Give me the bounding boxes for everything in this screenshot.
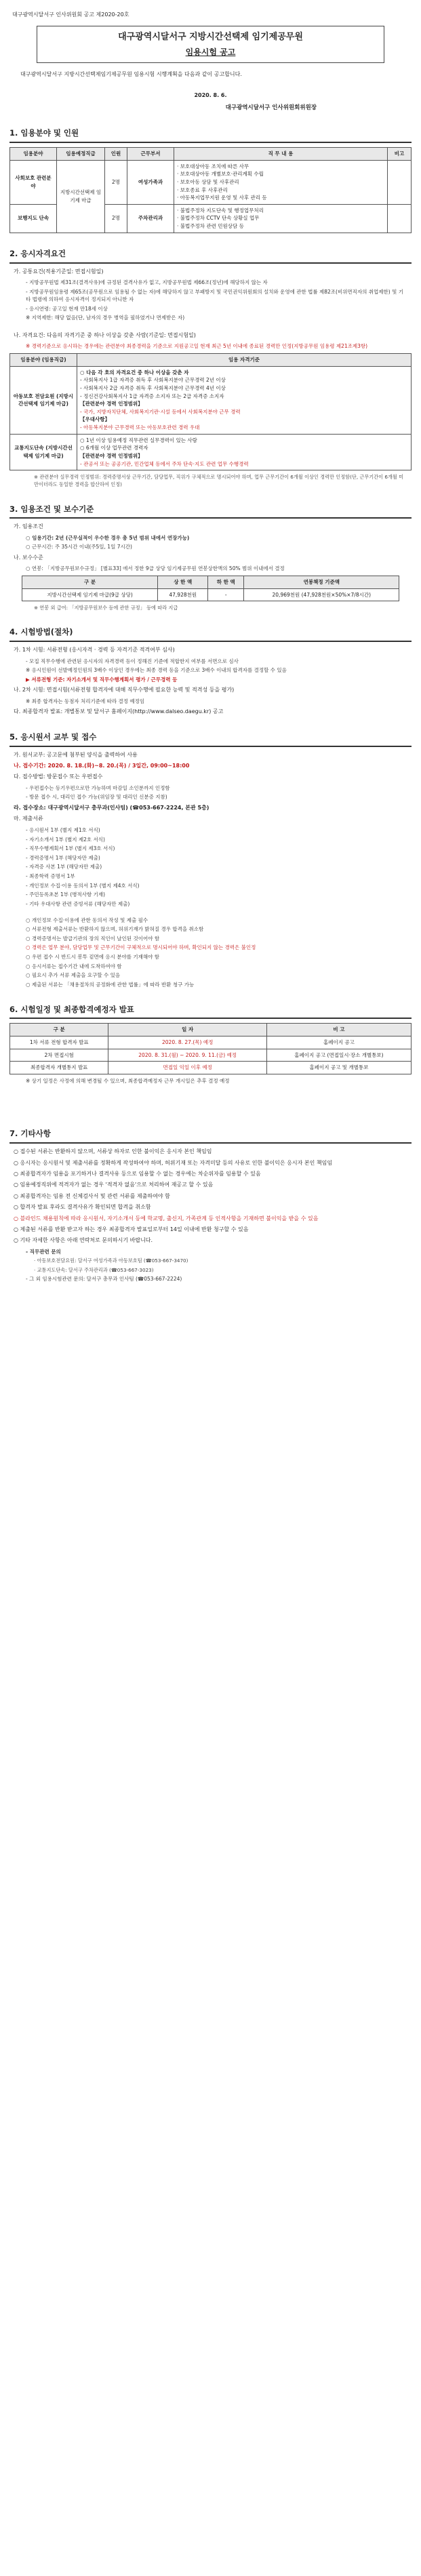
subheading-b: 나. 보수수준 (14, 554, 43, 561)
duty-line: · 아동복지업무지원 운영 및 사후 관리 등 (177, 195, 267, 201)
exam-step-c: 다. 최종합격자 발표: 개별통보 및 달서구 홈페이지(http://www.dalseo.daegu.kr) 공고 (14, 708, 224, 715)
criteria-line: - 아동복지분야 근무경력 또는 아동보호관련 경력 우대 (80, 424, 200, 431)
document-item: - 주민등록초본 1부 (병적사항 기재) (26, 891, 106, 898)
document-item: - 기타 우대사항 관련 증빙서류 (해당자만 제출) (26, 900, 130, 907)
criteria-line: - 정신건강사회복지사 1급 자격증 소지자 또는 2급 자격증 소지자 (80, 393, 224, 399)
document-item: - 최종학력 증명서 1부 (26, 873, 75, 879)
cell-min: - (208, 588, 244, 601)
cell-field: 교통지도단속 (지방시간선택제 임기제 마급) (10, 434, 77, 470)
th-remarks: 비 고 (266, 1024, 411, 1037)
positions-table (9, 147, 412, 233)
application-place: 라. 접수장소: 대구광역시달서구 총무과(인사팀) (☎053-667-2224, 본관 5층) (14, 805, 209, 811)
cell-remarks: 홈페이지 공고 (266, 1036, 411, 1049)
cell-count: 2명 (105, 204, 127, 233)
duty-line: · 불법주정차 CCTV 단속 상황실 업무 (177, 215, 260, 222)
th-category: 구 분 (22, 576, 158, 588)
title-line-1: 대구광역시달서구 지방시간선택제 임기제공무원 (118, 32, 303, 43)
th-note: 비고 (388, 148, 412, 161)
table-header-row (10, 1024, 412, 1037)
cell-remarks: 홈페이지 공고 (면접일시·장소 개별통보) (266, 1049, 411, 1062)
th-field: 임용분야 (10, 148, 57, 161)
schedule-table (9, 1023, 412, 1074)
application-a: 가. 원서교부: 공고문에 첨부된 양식을 출력하여 사용 (14, 751, 138, 758)
title-box (37, 26, 384, 63)
duty-line: · 보호대상아동 조치에 따른 사무 (177, 163, 249, 169)
method-line: - 방문 접수 시, 대리인 접수 가능(위임장 및 대리인 신분증 지참) (26, 794, 167, 801)
section-heading-6: 6. 시험일정 및 최종합격예정자 발표 (9, 1004, 412, 1020)
cell-category: 1차 서류 전형 합격자 발표 (10, 1036, 108, 1049)
table-header-row (10, 148, 412, 161)
misc-line: ○ 합격자 발표 후라도 결격사유가 확인되면 합격을 취소함 (14, 1204, 151, 1211)
th-date: 일 자 (108, 1024, 267, 1037)
exam-line: ※ 응시인원이 선발예정인원의 3배수 이상인 경우에는 최종 경력 등을 기준으로 3배수 이내의 합격자를 결정할 수 있음 (26, 667, 287, 674)
cell-base: 20,969천원 (47,928천원×50%×7/8시간) (244, 588, 399, 601)
section-heading-4: 4. 시험방법(절차) (9, 626, 412, 642)
misc-line: ○ 응시자는 응시원서 및 제출서류를 정확하게 작성하여야 하며, 허위기재 또는 자격미달 등의 사유로 인한 불이익은 응시자 본인 책임임 (14, 1159, 333, 1166)
document-item: - 자격증 사본 1부 (해당자만 제출) (26, 864, 102, 870)
documents-heading: 마. 제출서류 (14, 816, 43, 822)
application-note: ○ 필요시 추가 서류 제출을 요구할 수 있음 (26, 972, 121, 979)
section-heading-1: 1. 임용분야 및 인원 (9, 127, 412, 143)
criteria-line: - 국가, 지방자치단체, 사회복지기관·시설 등에서 사회복지분야 근무 경력 (80, 408, 241, 415)
misc-line: ○ 제출된 서류를 반환 받고자 하는 경우 최종합격자 발표일로부터 14일 이내에 반환 청구할 수 있음 (14, 1226, 249, 1232)
pay-note: ※ 연봉 외 급여: 「지방공무원보수 등에 관한 규정」 등에 따라 지급 (34, 605, 178, 611)
document-item: - 응시원서 1부 (별지 제1호 서식) (26, 826, 100, 833)
document-item: - 개인정보 수집·이용 동의서 1부 (별지 제4호 서식) (26, 882, 140, 889)
criteria-line: 【관련분야 경력 인정범위】 (80, 401, 143, 407)
cell-remarks: 홈페이지 공고 및 개별통보 (266, 1062, 411, 1074)
application-note: ○ 서류전형 제출서류는 반환하지 않으며, 허위기재가 밝혀질 경우 합격을 취소함 (26, 926, 204, 933)
application-note: ○ 개인정보 수집·이용에 관한 동의서 작성 및 제출 필수 (26, 917, 148, 923)
criteria-line: 【우대사항】 (80, 416, 110, 423)
schedule-note: ※ 상기 일정은 사정에 의해 변경될 수 있으며, 최종합격예정자 근무 개시일은 추후 결정 예정 (26, 1077, 230, 1084)
table-row (10, 160, 412, 204)
th-max: 상 한 액 (158, 576, 208, 588)
cell-note (388, 160, 412, 204)
th-min: 하 한 액 (208, 576, 244, 588)
th-field: 임용분야 (임용직급) (10, 354, 77, 367)
th-rank: 임용예정직급 (57, 148, 105, 161)
cell-rank: 지방시간선택제 임기제 마급 (57, 160, 105, 233)
qualification-table (9, 353, 412, 470)
criteria-line: ○ 1년 이상 임용예정 직무관련 실무경력이 있는 사람 (80, 437, 197, 443)
notice-date: 2020. 8. 6. (194, 92, 227, 98)
hours-line: ○ 근무시간: 주 35시간 이내(주5일, 1일 7시간) (26, 544, 132, 550)
th-dept: 근무부서 (127, 148, 174, 161)
th-category: 구 분 (10, 1024, 108, 1037)
cell-criteria (77, 434, 412, 470)
application-period: 나. 접수기간: 2020. 8. 18.(화)~8. 20.(목) / 3일간, 09:00~18:00 (14, 763, 190, 769)
exam-line: - 모집 직무수행에 관련된 응시자의 자격경력 등이 정해진 기준에 적합한지 여부를 서면으로 심사 (26, 658, 239, 664)
section-heading-7: 7. 기타사항 (9, 1128, 412, 1144)
method-line: - 우편접수는 등기우편으로만 가능하며 마감일 소인분까지 인정함 (26, 784, 170, 791)
requirement-line: - 지방공무원법 제31조(결격사유)에 규정된 결격사유가 없고, 지방공무원법 제66조(정년)에 해당하지 않는 자 (26, 279, 268, 285)
duty-line: · 보호종료 후 사후관리 (177, 186, 228, 193)
cell-dept: 주차관리과 (127, 204, 174, 233)
exam-line: ▶ 서류전형 기준: 자기소개서 및 직무수행계획서 평가 / 근무경력 등 (26, 676, 178, 683)
contact-line: · 아동보호전담요원: 달서구 여성가족과 아동보호팀 (☎053-667-3470) (34, 1257, 188, 1264)
section-heading-3: 3. 임용조건 및 보수기준 (9, 504, 412, 519)
cell-date: 2020. 8. 27.(목) 예정 (108, 1036, 267, 1049)
cell-criteria (77, 366, 412, 434)
application-note: ○ 제출된 서류는 「채용절차의 공정화에 관한 법률」에 따라 반환 청구 가능 (26, 981, 195, 988)
application-method: 다. 접수방법: 방문접수 또는 우편접수 (14, 773, 103, 780)
table-header-row (22, 576, 399, 588)
cell-field: 아동보호 전담요원 (지방시간선택제 임기제 마급) (10, 366, 77, 434)
cell-duties (174, 160, 388, 204)
table-row (10, 366, 412, 434)
table-row (10, 1049, 412, 1062)
duty-line: · 불법주정차 관련 민원상담 등 (177, 223, 244, 230)
table-row (10, 1062, 412, 1074)
cell-count: 2명 (105, 160, 127, 204)
section-heading-2: 2. 응시자격요건 (9, 248, 412, 264)
cell-date: 2020. 8. 31.(월) ~ 2020. 9. 11.(금) 예정 (108, 1049, 267, 1062)
cell-dept: 여성가족과 (127, 160, 174, 204)
criteria-line: 【관련분야 경력 인정범위】 (80, 452, 143, 459)
document-item: - 직무수행계획서 1부 (별지 제3호 서식) (26, 845, 115, 852)
misc-line: ○ 임용예정직위에 적격자가 없는 경우 '적격자 없음'으로 처리하여 재공고 할 수 있음 (14, 1182, 214, 1188)
duty-line: · 보호대상아동 개별보호·관리계획 수립 (177, 171, 264, 178)
application-note: ○ 우편 접수 시 반드시 봉투 겉면에 응시 분야를 기재해야 함 (26, 954, 160, 960)
criteria-line: ○ 다음 각 호의 자격요건 중 하나 이상을 갖춘 자 (80, 369, 189, 376)
duty-line: · 불법주정차 지도단속 및 행정업무처리 (177, 207, 264, 214)
misc-line: ○ 기타 자세한 사항은 아래 연락처로 문의하시기 바랍니다. (14, 1237, 153, 1244)
requirement-line: - 지방공무원임용령 제65조(공무원으로 임용될 수 없는 자)에 해당하지 않고 부패방지 및 국민권익위원회의 설치와 운영에 관한 법률 제82조(비위면직자의 취업제한) 및 기타 법령에 의하여 응시자격이 정지되지 아니한 자 (26, 288, 403, 303)
table-header-row (10, 354, 412, 367)
pay-table (22, 576, 399, 601)
title-line-2: 임용시험 공고 (185, 47, 236, 57)
requirement-line: - 응시연령: 공고일 현재 만18세 이상 (26, 305, 108, 312)
application-note: ○ 응시서류는 접수기간 내에 도착하여야 함 (26, 963, 122, 969)
career-scope-note: ※ 관련분야 실무경력 인정범위: 경력증명서상 근무기간, 담당업무, 직위가 구체적으로 명시되어야 하며, 업무 근무기간이 6개월 이상인 경력만 인정함(단, 근무기간이 6개월 미만이더라도 동일한 경력을 합산하여 인정) (34, 474, 404, 488)
cell-duties (174, 204, 388, 233)
salary-line: ○ 연봉: 「지방공무원보수규정」 [별표33] 에서 정한 9급 상당 임기제공무원 연봉상한액의 50% 범위 이내에서 결정 (26, 565, 285, 572)
duty-line: · 보호아동 상담 및 사후관리 (177, 178, 239, 185)
issuer: 대구광역시달서구 인사위원회위원장 (225, 104, 317, 112)
cell-note (388, 204, 412, 233)
notice-number: 대구광역시달서구 인사위원회 공고 제2020-20호 (12, 12, 129, 18)
contact-label: - 직무관련 문의 (26, 1248, 61, 1255)
career-note: ※ 경력기준으로 응시하는 경우에는 관련분야 최종경력을 기준으로 지원공고일 현재 최근 5년 이내에 종료된 경력만 인정(지방공무원 임용령 제21조제3항) (26, 343, 368, 350)
intro-text: 대구광역시달서구 지방시간선택제임기제공무원 임용시험 시행계획을 다음과 같이 공고합니다. (20, 71, 242, 78)
cell-field: 사회보호 관련분야 (10, 160, 57, 204)
cell-max: 47,928천원 (158, 588, 208, 601)
table-row (10, 1036, 412, 1049)
criteria-line: ○ 6개월 이상 업무관련 경력자 (80, 445, 148, 451)
subheading-a: 가. 임용조건 (14, 523, 43, 530)
cell-category: 지방시간선택제 임기제 마급(9급 상당) (22, 588, 158, 601)
misc-line: ○ 최종합격자는 임용 전 신체검사서 및 관련 서류를 제출하여야 함 (14, 1192, 170, 1199)
subheading-a: 가. 공통요건(적용기준일: 면접시험일) (14, 268, 104, 275)
section-heading-5: 5. 응시원서 교부 및 접수 (9, 731, 412, 747)
contact-line: · 교통지도단속: 달서구 주차관리과 (☎053-667-3023) (34, 1266, 154, 1273)
table-row (10, 434, 412, 470)
th-duties: 직 무 내 용 (174, 148, 388, 161)
criteria-line: - 사회복지사 1급 자격증 취득 후 사회복지분야 근무경력 2년 이상 (80, 377, 226, 384)
document-item: - 자기소개서 1부 (별지 제2호 서식) (26, 836, 105, 843)
cell-category: 2차 면접시험 (10, 1049, 108, 1062)
th-criteria: 임용 자격기준 (77, 354, 412, 367)
exam-step-a: 가. 1차 시험: 서류전형 (응시자격 · 경력 등 자격기준 적격여부 심사) (14, 647, 175, 653)
cell-date: 면접일 익일 이후 예정 (108, 1062, 267, 1074)
application-note: ○ 경력은 업무 분야, 담당업무 및 근무기간이 구체적으로 명시되어야 하며, 확인되지 않는 경력은 불인정 (26, 944, 256, 951)
criteria-line: - 관공서 또는 공공기관, 민간업체 등에서 주차 단속·지도 관련 업무 수행경력 (80, 460, 249, 467)
term-line: ○ 임용기간: 2년 (근무실적이 우수한 경우 총 5년 범위 내에서 연장가능) (26, 534, 190, 541)
document-item: - 경력증명서 1부 (해당자만 제출) (26, 854, 100, 861)
cell-field: 보행지도 단속 (10, 204, 57, 233)
application-note: ○ 경력증명서는 발급기관의 장의 직인이 날인된 것이어야 함 (26, 935, 160, 942)
requirement-line: ※ 지역제한: 해당 없음(단, 남자의 경우 병역을 필하였거나 면제받은 자) (26, 315, 185, 321)
misc-line: ○ 접수된 서류는 반환하지 않으며, 서류상 하자로 인한 불이익은 응시자 본인 책임임 (14, 1148, 212, 1155)
th-count: 인원 (105, 148, 127, 161)
criteria-line: - 사회복지사 2급 자격증 취득 후 사회복지분야 근무경력 4년 이상 (80, 384, 226, 391)
misc-line: ○ 블라인드 채용원칙에 따라 응시원서, 자기소개서 등에 학교명, 출신지, 가족관계 등 인적사항을 기재하면 불이익을 받을 수 있음 (14, 1215, 319, 1222)
exam-step-b: 나. 2차 시험: 면접시험(서류전형 합격자에 대해 직무수행에 필요한 능력 및 적격성 등을 평가) (14, 687, 235, 693)
th-base: 연봉책정 기준액 (244, 576, 399, 588)
exam-line: ※ 최종 합격자는 동점자 처리기준에 따라 결정 예정임 (26, 698, 145, 704)
misc-line: ○ 최종합격자가 임용을 포기하거나 결격사유 등으로 임용할 수 없는 경우에는 차순위자를 임용할 수 있음 (14, 1171, 261, 1178)
contact-line: - 그 외 임용시험관련 문의: 달서구 총무과 인사팀 (☎053-667-2224) (26, 1275, 182, 1282)
subheading-b: 나. 자격요건: 다음의 자격기준 중 하나 이상을 갖춘 사람(기준일: 면접시험일) (14, 332, 196, 339)
table-row (22, 588, 399, 601)
cell-category: 최종합격자 개별통지 발표 (10, 1062, 108, 1074)
